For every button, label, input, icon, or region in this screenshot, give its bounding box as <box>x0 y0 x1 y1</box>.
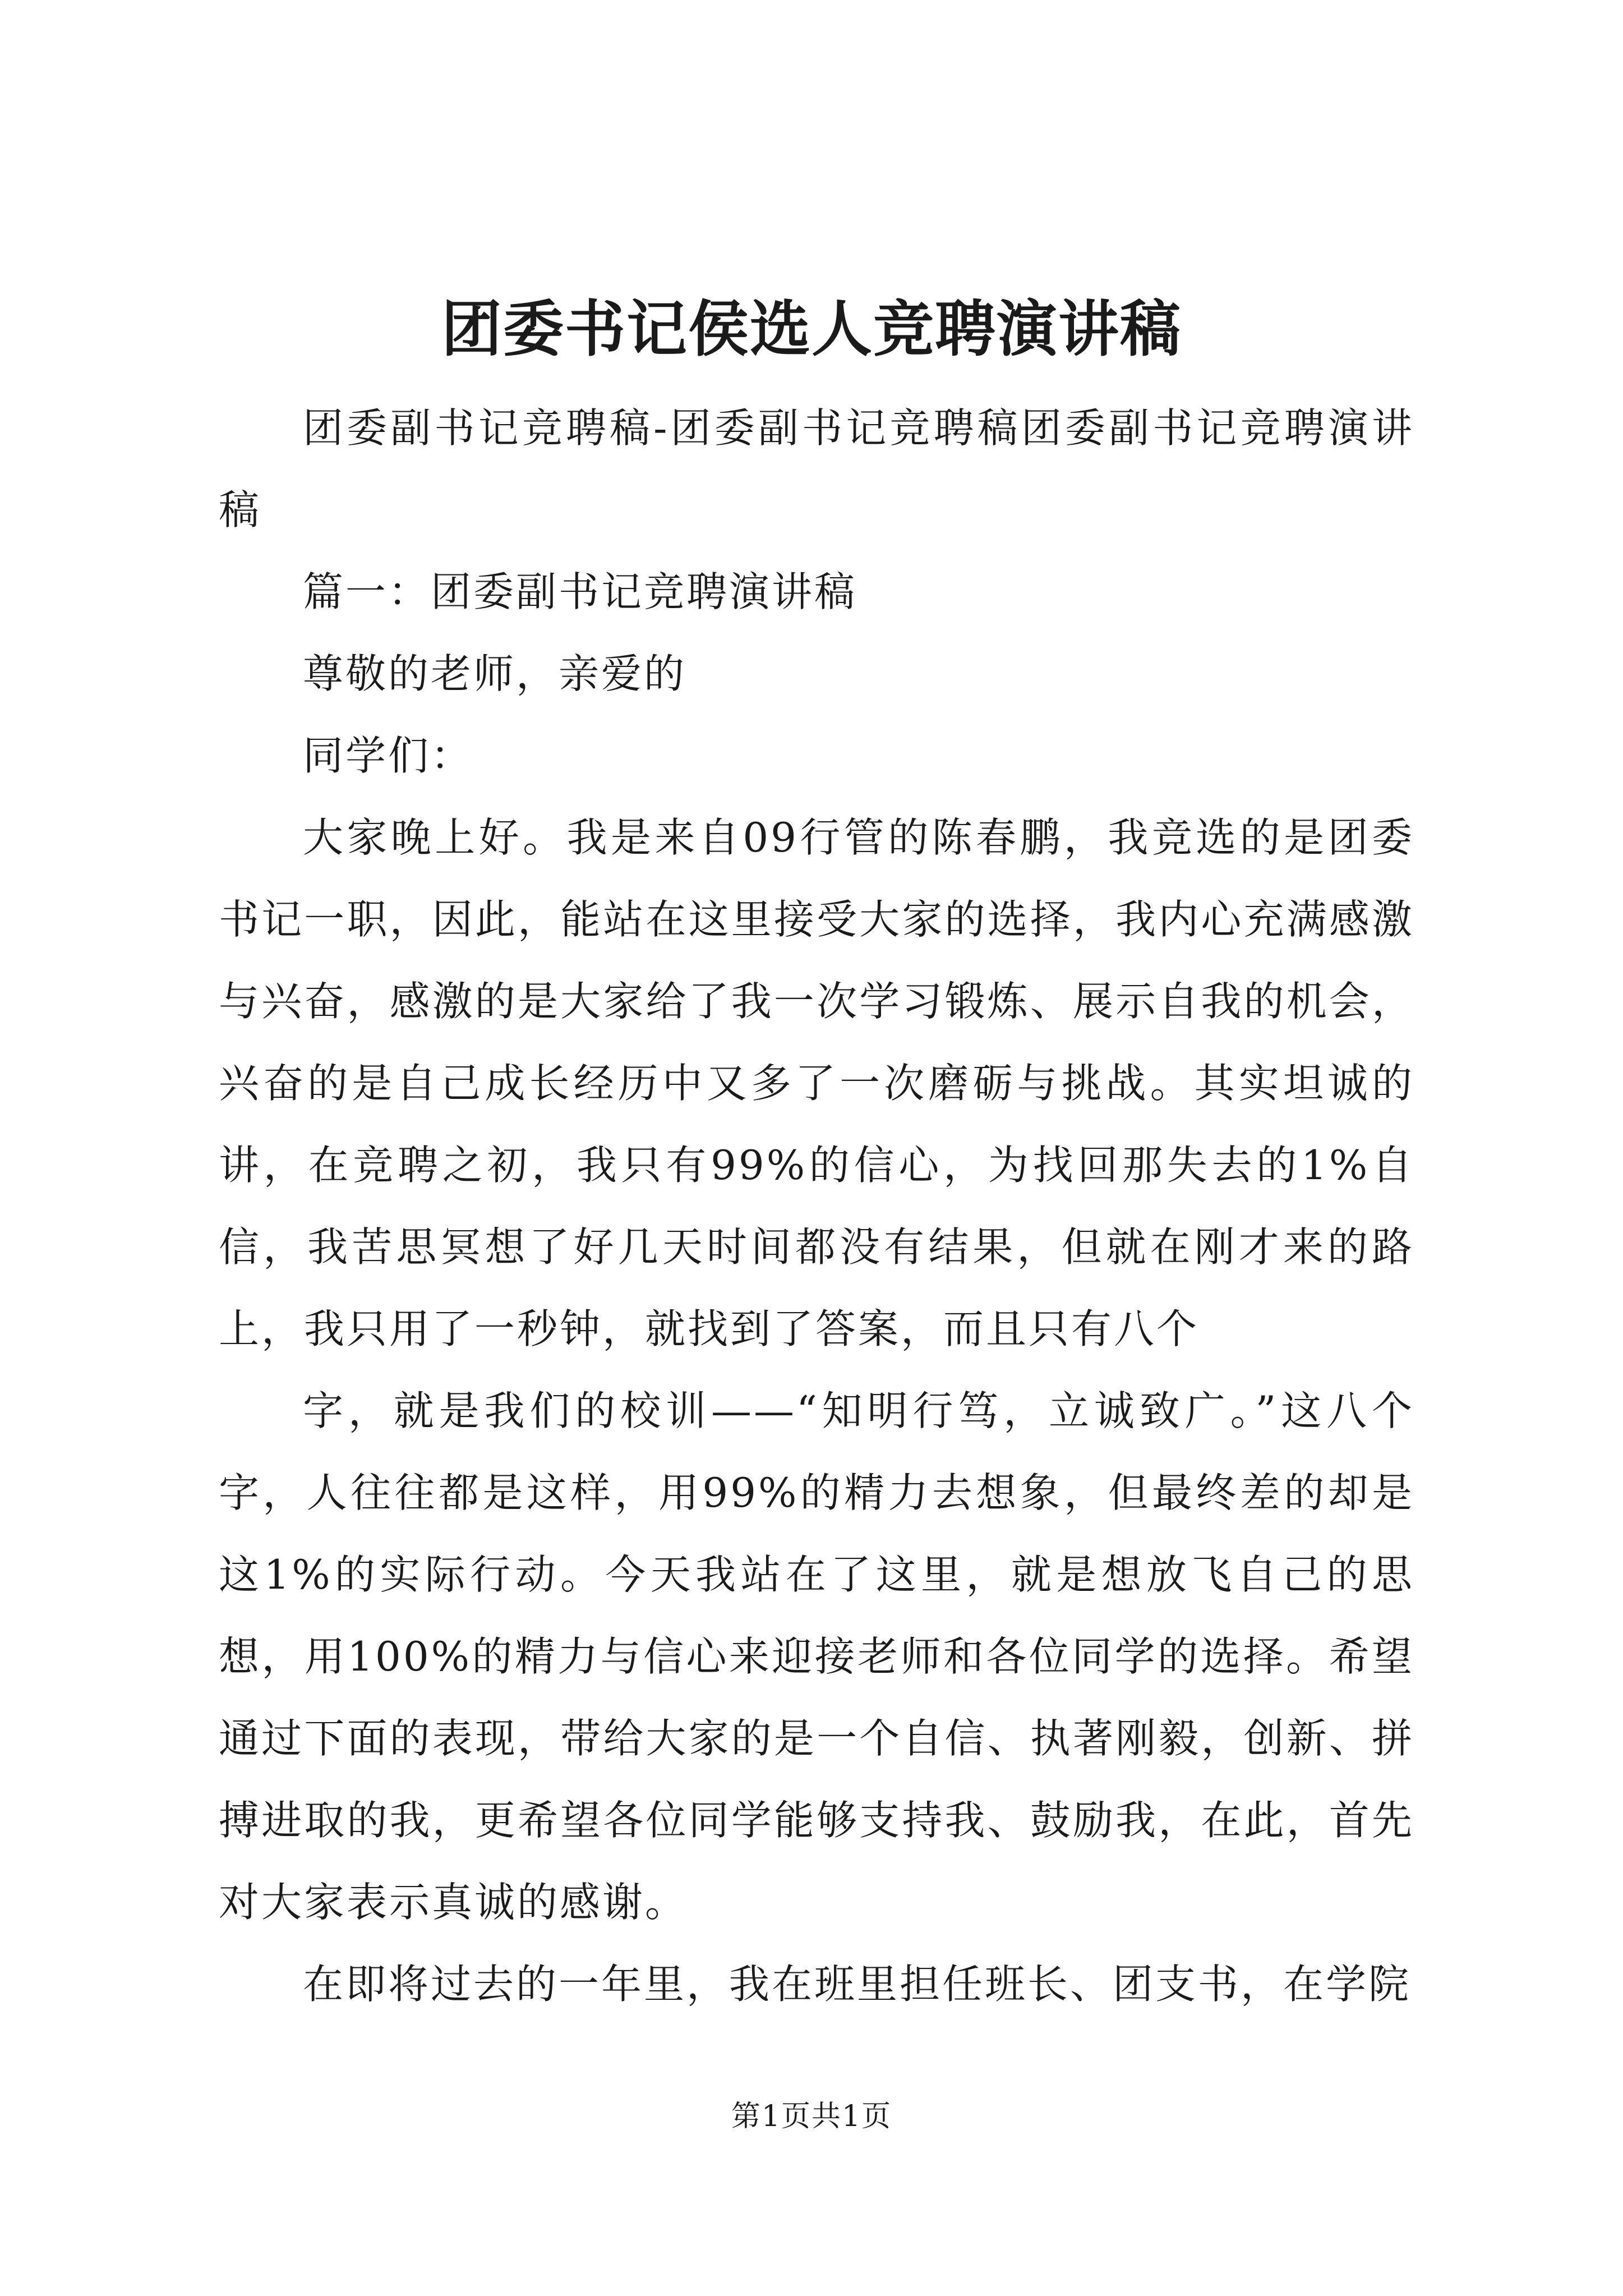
paragraph: 篇一：团委副书记竞聘演讲稿 <box>303 568 857 615</box>
paragraph: 同学们： <box>303 732 474 779</box>
page-footer <box>0 2097 1623 2136</box>
page-number: 第1页 <box>731 2100 811 2133</box>
paragraph: 字，就是我们的校训——“知明行笃，立诚致广。”这八个字，人往往都是这样，用99%的精力去想象，但最终差的却是这1%的实际行动。今天我站在了这里，就是想放飞自己的思想，用100%的精力与信心来迎接老师和各位同学的选择。希望通过下面的表现，带给大家的是一个自信、执著刚毅，创新、拼搏进取的我，更希望各位同学能够支持我、鼓励我，在此，首先对大家表示真诚的感谢。 <box>219 1387 1414 1926</box>
page-total: 共1页 <box>811 2100 892 2133</box>
paragraph: 在即将过去的一年里，我在班里担任班长、团支书，在学院 <box>303 1961 1412 2008</box>
document-title: 团委书记侯选人竞聘演讲稿 <box>441 294 1182 365</box>
paragraph: 尊敬的老师，亲爱的 <box>303 650 687 697</box>
document-body <box>219 387 1414 2025</box>
paragraph: 团委副书记竞聘稿-团委副书记竞聘稿团委副书记竞聘演讲稿 <box>219 404 1414 533</box>
paragraph: 大家晚上好。我是来自09行管的陈春鹏，我竞选的是团委书记一职，因此，能站在这里接受大家的选择，我内心充满感激与兴奋，感激的是大家给了我一次学习锻炼、展示自我的机会，兴奋的是自己成长经历中又多了一次磨砺与挑战。其实坦诚的讲，在竞聘之初，我只有99%的信心，为找回那失去的1%自信，我苦思冥想了好几天时间都没有结果，但就在刚才来的路上，我只用了一秒钟，就找到了答案，而且只有八个 <box>219 814 1414 1352</box>
